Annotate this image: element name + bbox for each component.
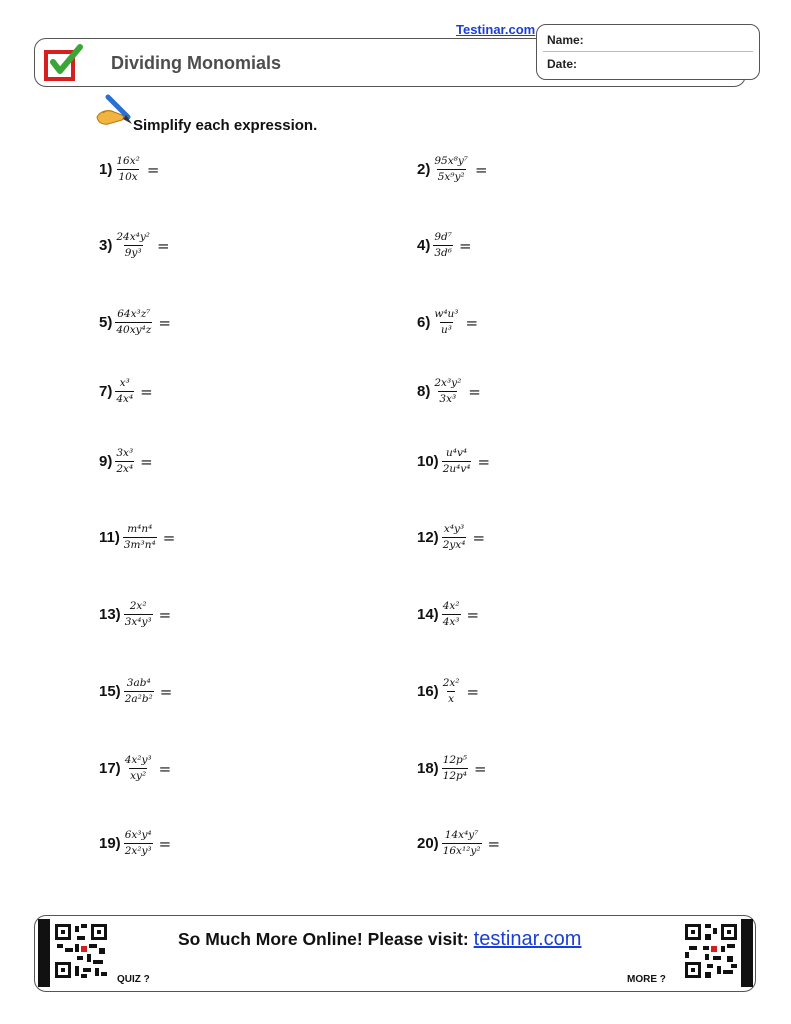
equals-sign: =: [146, 160, 160, 179]
numerator: 6x³y⁴: [124, 829, 152, 841]
fraction: [115, 377, 134, 406]
fraction: [442, 523, 467, 552]
problem-number: 20): [417, 835, 439, 852]
problem-number: 6): [417, 314, 431, 331]
qr-code-icon[interactable]: [53, 922, 109, 980]
denominator: 2x⁴: [116, 463, 134, 475]
equals-sign: =: [474, 160, 488, 179]
qr-code-icon[interactable]: [683, 922, 739, 980]
quiz-label: QUIZ ?: [117, 974, 150, 985]
footer-right-strip: [741, 919, 753, 987]
footer-promo-text: So Much More Online! Please visit:: [178, 929, 469, 949]
equals-sign: =: [465, 313, 479, 332]
problem-15: [99, 677, 172, 706]
numerator: u⁴v⁴: [446, 447, 468, 459]
denominator: 2u⁴v⁴: [442, 463, 471, 475]
denominator: 3x⁴y³: [124, 616, 152, 628]
numerator: 2x²: [442, 677, 460, 689]
problem-number: 10): [417, 453, 439, 470]
fraction: [115, 447, 134, 476]
problem-12: [417, 523, 485, 552]
fraction: [442, 754, 468, 783]
equals-sign: =: [487, 834, 501, 853]
problem-10: [417, 447, 490, 476]
numerator: x⁴y³: [443, 523, 465, 535]
equals-sign: =: [473, 759, 487, 778]
fraction: [442, 600, 461, 629]
fraction: [124, 600, 153, 629]
fraction: [123, 523, 157, 552]
name-field-label[interactable]: Name:: [547, 33, 584, 47]
numerator: 3x³: [116, 447, 134, 459]
problem-17: [99, 754, 171, 783]
name-date-box: [536, 24, 760, 80]
footer-left-strip: [38, 919, 50, 987]
denominator: 3m³n⁴: [123, 539, 156, 551]
problem-number: 9): [99, 453, 113, 470]
footer-site-link[interactable]: testinar.com: [473, 928, 582, 950]
denominator: 2x²y³: [124, 845, 152, 857]
equals-sign: =: [158, 313, 171, 332]
problem-number: 2): [417, 161, 431, 178]
equals-sign: =: [158, 834, 172, 853]
fraction: [124, 829, 153, 858]
denominator: 10x: [118, 171, 138, 183]
equals-sign: =: [468, 382, 481, 401]
name-date-divider: [543, 51, 753, 52]
equals-sign: =: [466, 682, 480, 701]
problem-11: [99, 523, 175, 552]
fraction: [124, 754, 153, 783]
problem-number: 15): [99, 683, 121, 700]
fraction: [124, 677, 154, 706]
numerator: 12p⁵: [442, 754, 467, 766]
numerator: 14x⁴y⁷: [444, 829, 479, 841]
fraction: [442, 677, 461, 706]
denominator: 16x¹²y²: [442, 845, 481, 857]
numerator: 16x²: [116, 155, 140, 167]
equals-sign: =: [477, 452, 491, 471]
problem-19: [99, 829, 171, 858]
numerator: 4x²: [442, 600, 460, 612]
problem-number: 8): [417, 383, 431, 400]
problem-16: [417, 677, 479, 706]
problem-number: 1): [99, 161, 113, 178]
problem-number: 5): [99, 314, 113, 331]
problem-8: [417, 377, 481, 406]
problem-4: [417, 231, 472, 260]
problem-number: 19): [99, 835, 121, 852]
equals-sign: =: [140, 452, 153, 471]
problem-3: [99, 231, 170, 260]
numerator: 2x²: [129, 600, 147, 612]
numerator: 3ab⁴: [126, 677, 151, 689]
problem-number: 13): [99, 606, 121, 623]
problem-number: 11): [99, 529, 120, 546]
denominator: 9y³: [124, 247, 142, 259]
problem-number: 3): [99, 237, 113, 254]
date-field-label[interactable]: Date:: [547, 57, 578, 71]
problem-number: 4): [417, 237, 431, 254]
fraction: [433, 377, 462, 406]
fraction: [442, 829, 482, 858]
denominator: 4x³: [442, 616, 460, 628]
problem-number: 18): [417, 760, 439, 777]
equals-sign: =: [156, 236, 170, 255]
problem-7: [99, 377, 153, 406]
testinar-header-link[interactable]: Testinar.com: [456, 22, 536, 37]
equals-sign: =: [472, 528, 486, 547]
numerator: 24x⁴y²: [116, 231, 150, 243]
fraction: [115, 231, 151, 260]
problem-1: [99, 155, 159, 184]
denominator: 2yx⁴: [442, 539, 466, 551]
problem-number: 16): [417, 683, 439, 700]
more-label: MORE ?: [627, 974, 666, 985]
pencil-hand-icon: [94, 93, 134, 129]
numerator: 9d⁷: [434, 231, 452, 243]
equals-sign: =: [466, 605, 480, 624]
problem-number: 17): [99, 760, 121, 777]
denominator: 40xy⁴z: [116, 324, 152, 336]
problem-number: 14): [417, 606, 439, 623]
denominator: x: [448, 693, 455, 705]
checkbox-check-icon: [44, 44, 84, 81]
equals-sign: =: [140, 382, 153, 401]
equals-sign: =: [158, 759, 172, 778]
problem-9: [99, 447, 153, 476]
denominator: 3x³: [439, 393, 457, 405]
problem-14: [417, 600, 479, 629]
instruction-text: Simplify each expression.: [133, 117, 318, 134]
numerator: 95x⁸y⁷: [434, 155, 468, 167]
numerator: m⁴n⁴: [127, 523, 153, 535]
denominator: 4x⁴: [116, 393, 134, 405]
denominator: u³: [440, 324, 452, 336]
equals-sign: =: [162, 528, 176, 547]
equals-sign: =: [159, 682, 173, 701]
fraction: [115, 308, 152, 337]
numerator: w⁴u³: [434, 308, 459, 320]
problem-2: [417, 155, 488, 184]
numerator: 4x²y³: [124, 754, 152, 766]
fraction: [433, 155, 469, 184]
numerator: x³: [119, 377, 130, 389]
equals-sign: =: [158, 605, 172, 624]
denominator: 5x⁹y²: [437, 171, 465, 183]
denominator: 2a²b²: [124, 693, 153, 705]
equals-sign: =: [458, 236, 472, 255]
fraction: [433, 231, 453, 260]
problem-number: 7): [99, 383, 113, 400]
denominator: 12p⁴: [442, 770, 467, 782]
numerator: 64x³z⁷: [117, 308, 151, 320]
denominator: 3d⁶: [434, 247, 452, 259]
numerator: 2x³y²: [434, 377, 462, 389]
problem-18: [417, 754, 487, 783]
fraction: [433, 308, 459, 337]
problem-number: 12): [417, 529, 439, 546]
problem-20: [417, 829, 500, 858]
problem-13: [99, 600, 171, 629]
fraction: [442, 447, 472, 476]
problem-5: [99, 308, 171, 337]
denominator: xy²: [130, 770, 147, 782]
problem-6: [417, 308, 478, 337]
worksheet-title: Dividing Monomials: [111, 53, 282, 73]
fraction: [115, 155, 141, 184]
footer-promo: [178, 928, 581, 951]
